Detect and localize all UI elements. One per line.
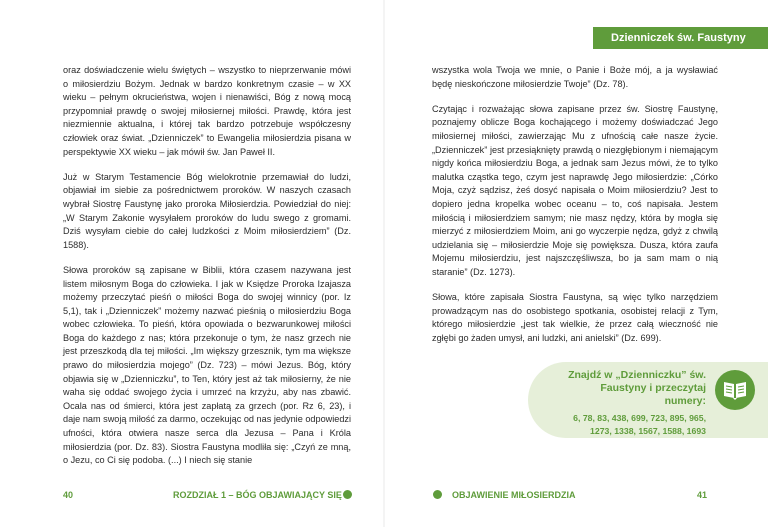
left-footer-dot	[343, 490, 352, 499]
left-page-body	[63, 64, 351, 479]
right-paragraph-3: Słowa, które zapisała Siostra Faustyna, są więc tylko narzędziem prowadzącym nas do osobistego spotkania, osobistej relacji z Tym, którego miłosierdzie „jest tak wielkie, że przez całą wieczność nie zgłębi go żaden umysł, ani ludzki, ani anielski” (Dz. 699).	[432, 292, 718, 343]
right-footer-dot	[433, 490, 442, 499]
header-title-tab: Dzienniczek św. Faustyny	[593, 27, 768, 49]
book-icon	[722, 379, 748, 401]
book-badge	[715, 370, 755, 410]
infobox-content	[560, 369, 706, 437]
right-paragraph-2: Czytając i rozważając słowa zapisane przez św. Siostrę Faustynę, poznajemy oblicze Boga kochającego i możemy doświadczać Jego miłosiernej miłości, zawierzając Mu z ufnością całe nasze życie. „Dzienniczek” jest przesiąknięty prawdą o niezgłębionym i niemającym nigdy końca miłosierdziu Boga, a jednak sam Jezus mówi, że to tylko malutka cząstka tego, czym jest naprawdę Jego miłosierdzie: „Córko Moja, czyż sądzisz, żeś dosyć napisała o Moim miłosierdziu? Jest to dopiero jedna kropelka wobec oceanu – to, coś napisała. Jestem miłością i miłosierdziem samym; nie masz nędzy, która by mogła się mierzyć z miłosierdziem Moim, ani go wyczerpie nędza, gdyż z chwilą udzielania się – miłosierdzie Moje się powiększa. Dusza, która zaufa Mojemu miłosierdziu, jest najszczęśliwsza, bo ja sam mam o nią staranie” (Dz. 1273).	[432, 103, 718, 277]
right-section-title: OBJAWIENIE MIŁOSIERDZIA	[452, 490, 576, 500]
right-page-number: 41	[697, 490, 708, 500]
right-paragraph-1: wszystka wola Twoja we mnie, o Panie i Boże mój, a ja wysławiać będę nieskończone miłosierdzie Twoje” (Dz. 78).	[432, 65, 718, 89]
left-paragraph-2: Już w Starym Testamencie Bóg wielokrotnie przemawiał do ludzi, objawiał im siebie za pośrednictwem proroków. W naszych czasach wybrał Siostrę Faustynę jako proroka Miłosierdzia. Powiedział do niej: „W Starym Zakonie wysyłałem proroków do ludu swego z gromami. Dziś wysyłam ciebie do całej ludzkości z Moim miłosierdziem” (Dz. 1588).	[63, 171, 351, 250]
right-page-body	[432, 64, 718, 357]
infobox-title: Znajdź w „Dzienniczku” św. Faustyny i przeczytaj numery:	[568, 369, 706, 407]
left-paragraph-1: oraz doświadczenie wielu świętych – wszystko to nieprzerwanie mówi o miłosierdziu Bożym. Jednak w bardzo konkretnym czasie – w XX wieku – pełnym okrucieństwa, wojen i nienawiści, Bóg z nową mocą przypomniał prawdę o swojej miłosiernej miłości. Prawdę, która jest niezmiennie aktualna, i której tak bardzo potrzebuje współczesny człowiek oraz świat. „Dzienniczek” to Ewangelia miłosierdzia pisana w perspektywie XX wieku – jak mówił św. Jan Paweł II.	[63, 65, 351, 157]
left-chapter-title: ROZDZIAŁ 1 – BÓG OBJAWIAJĄCY SIĘ	[173, 490, 342, 500]
infobox-numbers: 6, 78, 83, 438, 699, 723, 895, 965, 1273, 1338, 1567, 1588, 1693	[573, 413, 706, 436]
left-paragraph-3: Słowa proroków są zapisane w Biblii, która czasem nazywana jest listem miłosnym Boga do człowieka. I jak w Księdze Proroka Izajasza możemy przeczytać pieśń o miłości Boga do swojej winnicy (por. Iz 5,1), tak i „Dzienniczek” możemy nazwać pieśnią o miłosierdziu Boga wobec człowieka. To pieśń, która opowiada o bezwarunkowej miłości Boga do każdego z nas; która przekonuje o tym, że nasz grzech nie jest przeszkodą dla tej miłości. „Im większy grzesznik, tym ma większe prawo do miłosierdzia mojego” (Dz. 723) – mówi Jezus. Bóg, który objawia się w „Dzienniczku”, to Ten, który jest aż tak miłosierny, że nie waha się oddać swojego życia i umrzeć na krzyżu, aby nas zbawić. Ocala nas od śmierci, która jest zapłatą za grzech (por. Rz 6, 23), i daje nam swoją miłość za darmo, oczekując od nas jedynie odpowiedzi ufności, która otwiera nasze serca dla Jezusa – Pana i Króla miłosierdzia (por. Dz. 83). Siostra Faustyna modliła się: „Czyń ze mną, o Jezu, co Ci się podoba. (...) I niech się stanie	[63, 264, 351, 466]
page-gutter	[383, 0, 385, 527]
left-page-number: 40	[63, 490, 74, 500]
